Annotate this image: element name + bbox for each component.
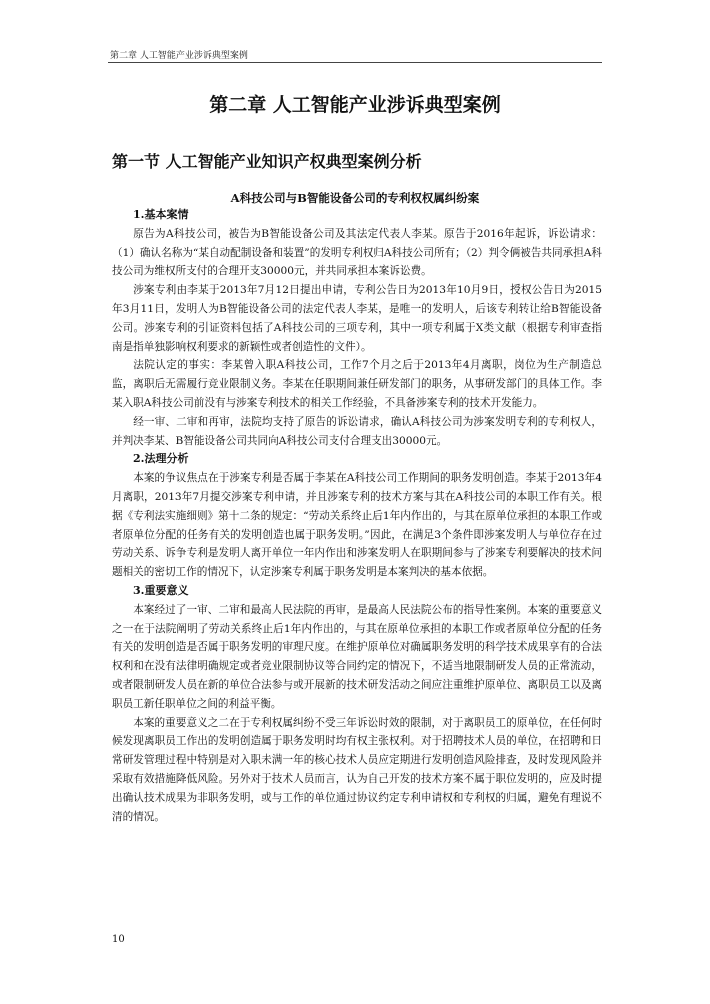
paragraph: 经一审、二审和再审，法院均支持了原告的诉讼请求，确认A科技公司为涉案发明专利的专利权人，并判决李某、B智能设备公司共同向A科技公司支付合理支出30000元。 <box>112 415 602 447</box>
case-title: A科技公司与B智能设备公司的专利权权属纠纷案 <box>230 191 480 205</box>
chapter-title: 第二章 人工智能产业涉诉典型案例 <box>209 94 501 116</box>
document-body <box>112 206 602 826</box>
section-heading-legal-analysis: 2.法理分析 <box>133 452 189 466</box>
section-title: 第一节 人工智能产业知识产权典型案例分析 <box>112 152 422 171</box>
paragraph: 本案的争议焦点在于涉案专利是否属于李某在A科技公司工作期间的职务发明创造。李某于2013年4月离职，2013年7月提交涉案专利申请，并且涉案专利的技术方案与其在A科技公司的本职工作有关。根据《专利法实施细则》第十二条的规定：“劳动关系终止后1年内作出的，与其在原单位承担的本职工作或者原单位分配的任务有关的发明创造也属于职务发明。”因此，在满足3个条件即涉案发明人与单位存在过劳动关系、诉争专利是发明人离开单位一年内作出和涉案发明人在职期间参与了涉案专利要解决的技术问题相关的密切工作的情况下，认定涉案专利属于职务发明是本案判决的基本依据。 <box>112 472 602 579</box>
running-header: 第二章 人工智能产业涉诉典型案例 <box>110 51 248 61</box>
header-rule <box>108 62 602 63</box>
paragraph: 本案的重要意义之二在于专利权属纠纷不受三年诉讼时效的限制，对于离职员工的原单位，在任何时候发现离职员工作出的发明创造属于职务发明时均有权主张权利。对于招聘技术人员的单位，在招聘和日常研发管理过程中特别是对入职未满一年的核心技术人员应定期进行发明创造风险排查，及时发现风险并采取有效措施降低风险。另外对于技术人员而言，认为自己开发的技术方案不属于职位发明的，应及时提出确认技术成果为非职务发明，或与工作的单位通过协议约定专利申请权和专利权的归属，避免有理说不清的情况。 <box>112 716 602 823</box>
section-heading-basic-facts: 1.基本案情 <box>133 208 189 221</box>
paragraph: 法院认定的事实：李某曾入职A科技公司，工作7个月之后于2013年4月离职，岗位为生产制造总监，离职后无需履行竞业限制义务。李某在任职期间兼任研发部门的职务，从事研发部门的具体工作。李某入职A科技公司前没有与涉案专利技术的相关工作经验，不具备涉案专利的技术开发能力。 <box>112 359 602 409</box>
section-heading-significance: 3.重要意义 <box>133 583 189 597</box>
paragraph: 本案经过了一审、二审和最高人民法院的再审，是最高人民法院公布的指导性案例。本案的重要意义之一在于法院阐明了劳动关系终止后1年内作出的，与其在原单位承担的本职工作或者原单位分配的任务有关的发明创造是否属于职务发明的审理尺度。在维护原单位对确属职务发明的科学技术成果享有的合法权利和在没有法律明确规定或者竞业限制协议等合同约定的情况下，不适当地限制研发人员的正常流动，或者限制研发人员在新的单位合法参与或开展新的技术研发活动之间应注重维护原单位、离职员工以及离职员工新任职单位之间的利益平衡。 <box>112 603 602 710</box>
paragraph: 涉案专利由李某于2013年7月12日提出申请，专利公告日为2013年10月9日，授权公告日为2015年3月11日，发明人为B智能设备公司的法定代表人李某，是唯一的发明人，后该专利转让给B智能设备公司。涉案专利的引证资料包括了A科技公司的三项专利，其中一项专利属于X类文献（根据专利审查指南是指单独影响权利要求的新颖性或者创造性的文件）。 <box>112 284 602 353</box>
paragraph: 原告为A科技公司，被告为B智能设备公司及其法定代表人李某。原告于2016年起诉，诉讼请求：（1）确认名称为“某自动配制设备和装置”的发明专利权归A科技公司所有；（2）判令俩被告共同承担A科技公司为维权所支付的合理开支30000元，并共同承担本案诉讼费。 <box>112 227 602 278</box>
page-number: 10 <box>112 934 125 945</box>
